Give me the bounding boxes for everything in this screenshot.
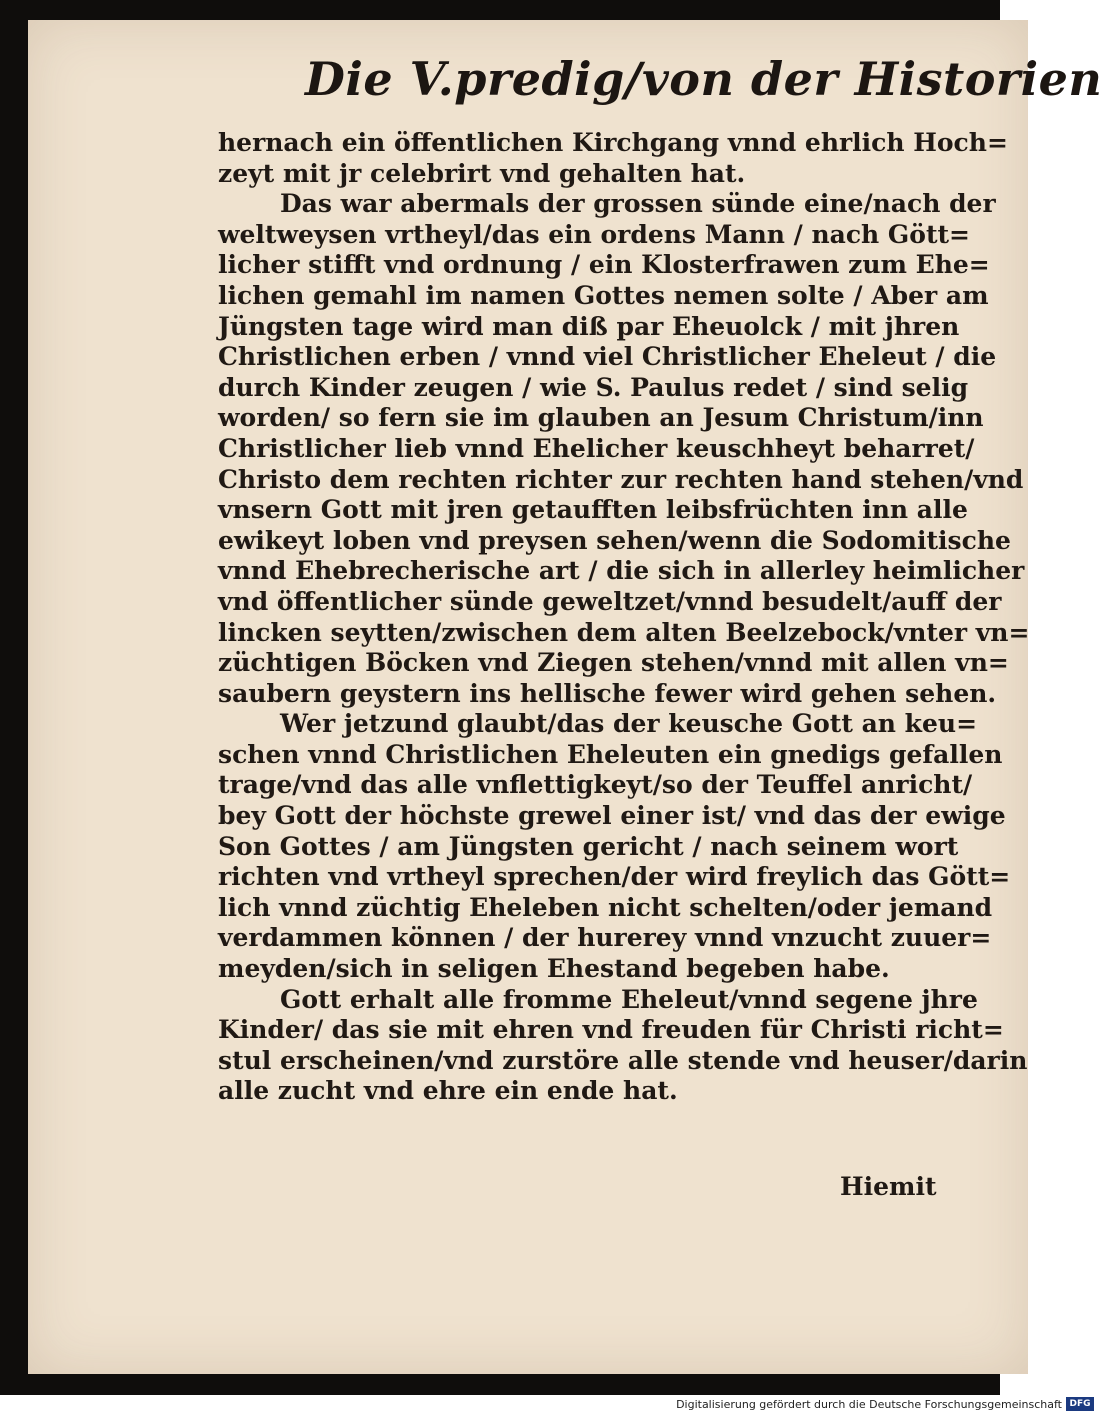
text-line: vnsern Gott mit jren getaufften leibsfrüchten inn alle — [218, 495, 968, 525]
page-body — [218, 128, 1030, 1107]
text-line: Kinder/ das sie mit ehren vnd freuden für Christi richt= — [218, 1015, 1004, 1045]
text-line: licher stifft vnd ordnung / ein Klosterfrawen zum Ehe= — [218, 250, 990, 280]
text-line: stul erscheinen/vnd zurstöre alle stende vnd heuser/darin — [218, 1045, 1028, 1075]
catchword: Hiemit — [840, 1172, 937, 1201]
page-header: Die V.predig/von der Historien — [305, 52, 1102, 106]
text-line: alle zucht vnd ehre ein ende hat. — [218, 1076, 678, 1106]
text-line: vnd öffentlicher sünde geweltzet/vnnd besudelt/auff der — [218, 586, 1002, 616]
text-line: Christlicher lieb vnnd Ehelicher keuschheyt beharret/ — [218, 433, 975, 463]
text-line: Christo dem rechten richter zur rechten hand stehen/vnd — [218, 464, 1024, 494]
text-line: durch Kinder zeugen / wie S. Paulus redet / sind selig — [218, 372, 969, 402]
text-line: bey Gott der höchste grewel einer ist/ vnd das der ewige — [218, 801, 1006, 831]
text-line: trage/vnd das alle vnflettigkeyt/so der Teuffel anricht/ — [218, 770, 973, 800]
text-line: Son Gottes / am Jüngsten gericht / nach seinem wort — [218, 831, 959, 861]
text-line: ewikeyt loben vnd preysen sehen/wenn die Sodomitische — [218, 525, 1011, 555]
text-line: schen vnnd Christlichen Eheleuten ein gnedigs gefallen — [218, 739, 1003, 769]
text-line: weltweysen vrtheyl/das ein ordens Mann / nach Gött= — [218, 219, 971, 249]
funding-credit: Digitalisierung gefördert durch die Deutsche Forschungsgemeinschaft — [676, 1398, 1062, 1411]
text-line: lichen gemahl im namen Gottes nemen solte / Aber am — [218, 280, 989, 310]
text-line: lincken seytten/zwischen dem alten Beelzebock/vnter vn= — [218, 617, 1030, 647]
text-line: zeyt mit jr celebrirt vnd gehalten hat. — [218, 158, 746, 188]
dfg-logo: DFG — [1066, 1397, 1094, 1411]
text-line: vnnd Ehebrecherische art / die sich in allerley heimlicher — [218, 556, 1025, 586]
text-line: Jüngsten tage wird man diß par Eheuolck / mit jhren — [218, 311, 960, 341]
text-line: Das war abermals der grossen sünde eine/nach der — [280, 189, 996, 219]
text-line: meyden/sich in seligen Ehestand begeben habe. — [218, 954, 890, 984]
text-line: lich vnnd züchtig Eheleben nicht schelten/oder jemand — [218, 892, 993, 922]
text-line: Christlichen erben / vnnd viel Christlicher Eheleut / die — [218, 342, 997, 372]
text-line: Gott erhalt alle fromme Eheleut/vnnd segene jhre — [280, 984, 978, 1014]
text-line: richten vnd vrtheyl sprechen/der wird freylich das Gött= — [218, 862, 1011, 892]
text-line: Wer jetzund glaubt/das der keusche Gott an keu= — [280, 709, 978, 739]
text-line: züchtigen Böcken vnd Ziegen stehen/vnnd mit allen vn= — [218, 648, 1009, 678]
text-line: worden/ so fern sie im glauben an Jesum Christum/inn — [218, 403, 984, 433]
text-line: saubern geystern ins hellische fewer wird gehen sehen. — [218, 678, 997, 708]
text-line: hernach ein öffentlichen Kirchgang vnnd ehrlich Hoch= — [218, 128, 1008, 157]
text-line: verdammen können / der hurerey vnnd vnzucht zuuer= — [218, 923, 992, 953]
